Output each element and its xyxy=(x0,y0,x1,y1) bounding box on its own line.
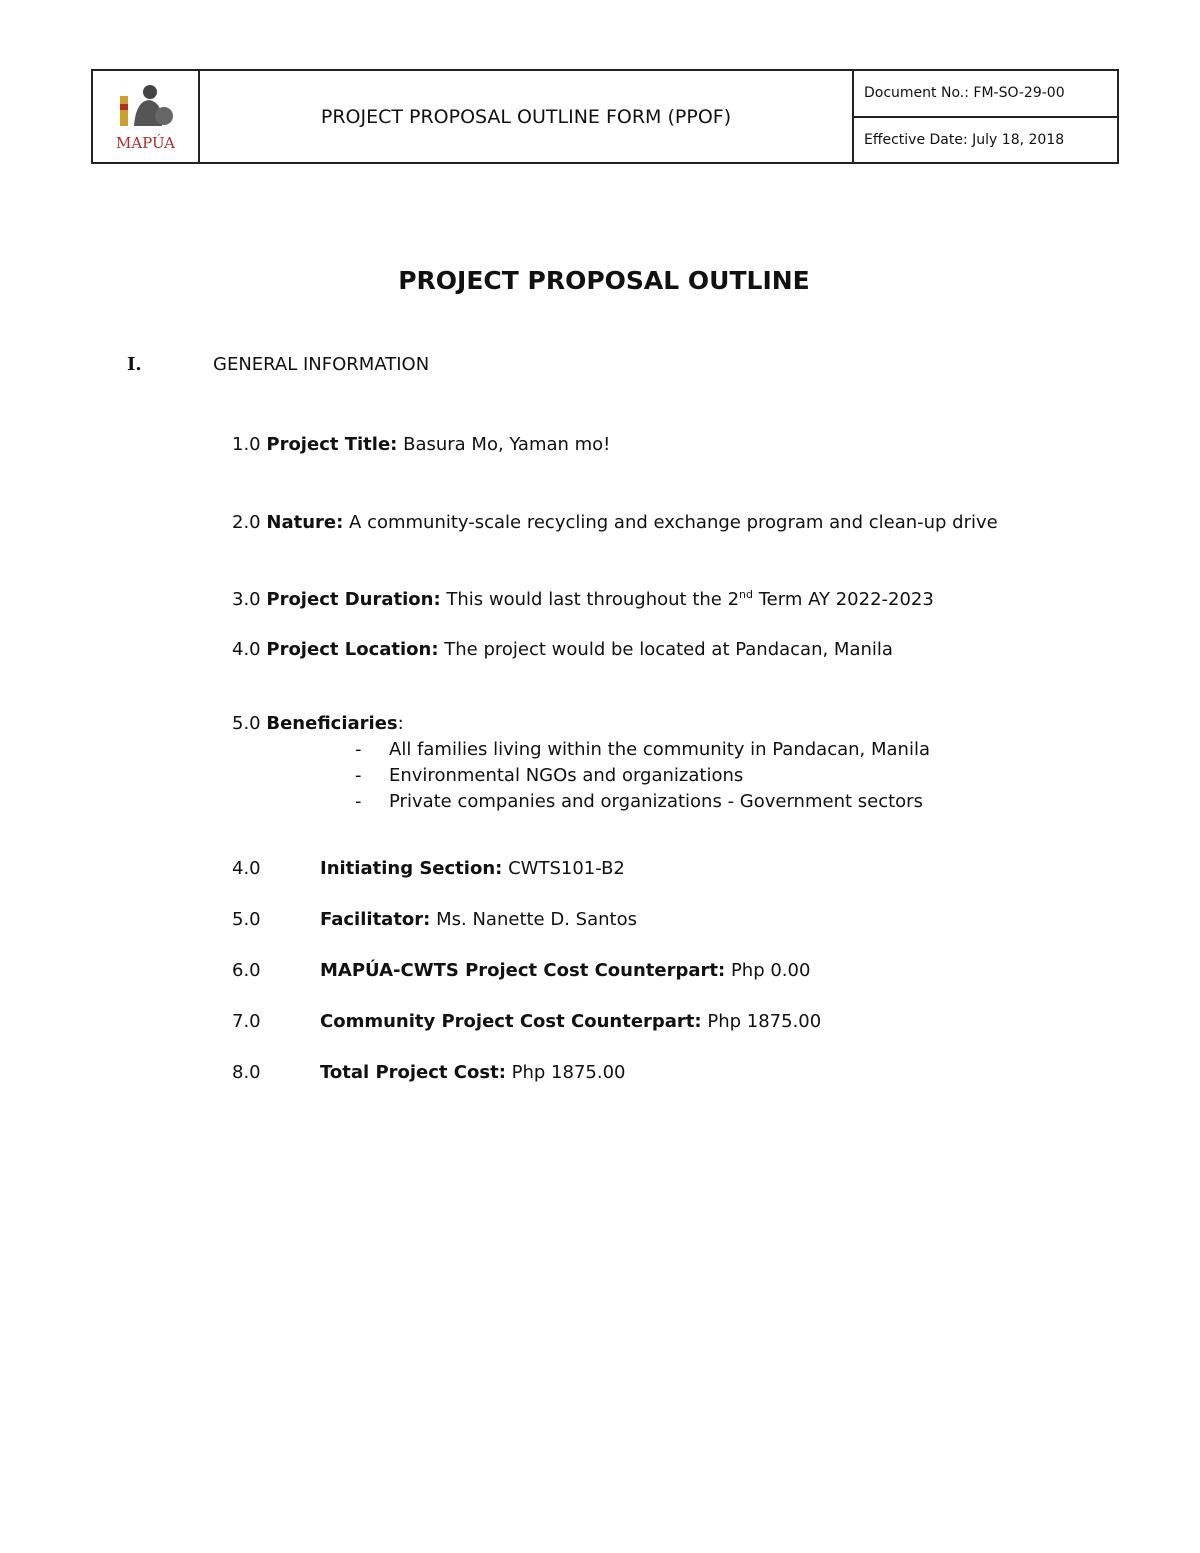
detail-facilitator: 5.0 Facilitator: Ms. Nanette D. Santos xyxy=(232,909,637,930)
item-location: 4.0 Project Location: The project would be located at Pandacan, Manila xyxy=(232,639,893,660)
form-header xyxy=(91,69,1119,164)
item-project-title: 1.0 Project Title: Basura Mo, Yaman mo! xyxy=(232,434,611,455)
detail-total-cost: 8.0 Total Project Cost: Php 1875.00 xyxy=(232,1062,626,1083)
section-numeral: I. xyxy=(127,354,142,375)
mapua-logo-icon xyxy=(116,82,176,132)
item-duration: 3.0 Project Duration: This would last throughout the 2nd Term AY 2022-2023 xyxy=(232,588,934,610)
logo xyxy=(93,71,200,162)
section-heading: GENERAL INFORMATION xyxy=(213,354,430,375)
page-title: PROJECT PROPOSAL OUTLINE xyxy=(398,266,810,295)
detail-community-cost: 7.0 Community Project Cost Counterpart: Php 1875.00 xyxy=(232,1011,822,1032)
document-number: Document No.: FM-SO-29-00 xyxy=(854,71,1117,118)
item-nature: 2.0 Nature: A community-scale recycling and exchange program and clean-up drive xyxy=(232,512,998,533)
detail-mapua-cost: 6.0 MAPÚA-CWTS Project Cost Counterpart: Php 0.00 xyxy=(232,960,811,981)
logo-text: MAPÚA xyxy=(115,133,176,152)
list-item: - All families living within the community in Pandacan, Manila xyxy=(355,739,930,760)
detail-initiating-section: 4.0 Initiating Section: CWTS101-B2 xyxy=(232,858,625,879)
list-item: - Private companies and organizations - Government sectors xyxy=(355,791,923,812)
form-title: PROJECT PROPOSAL OUTLINE FORM (PPOF) xyxy=(200,71,854,162)
effective-date: Effective Date: July 18, 2018 xyxy=(864,131,1065,148)
item-beneficiaries: 5.0 Beneficiaries: xyxy=(232,713,404,734)
list-item: - Environmental NGOs and organizations xyxy=(355,765,744,786)
